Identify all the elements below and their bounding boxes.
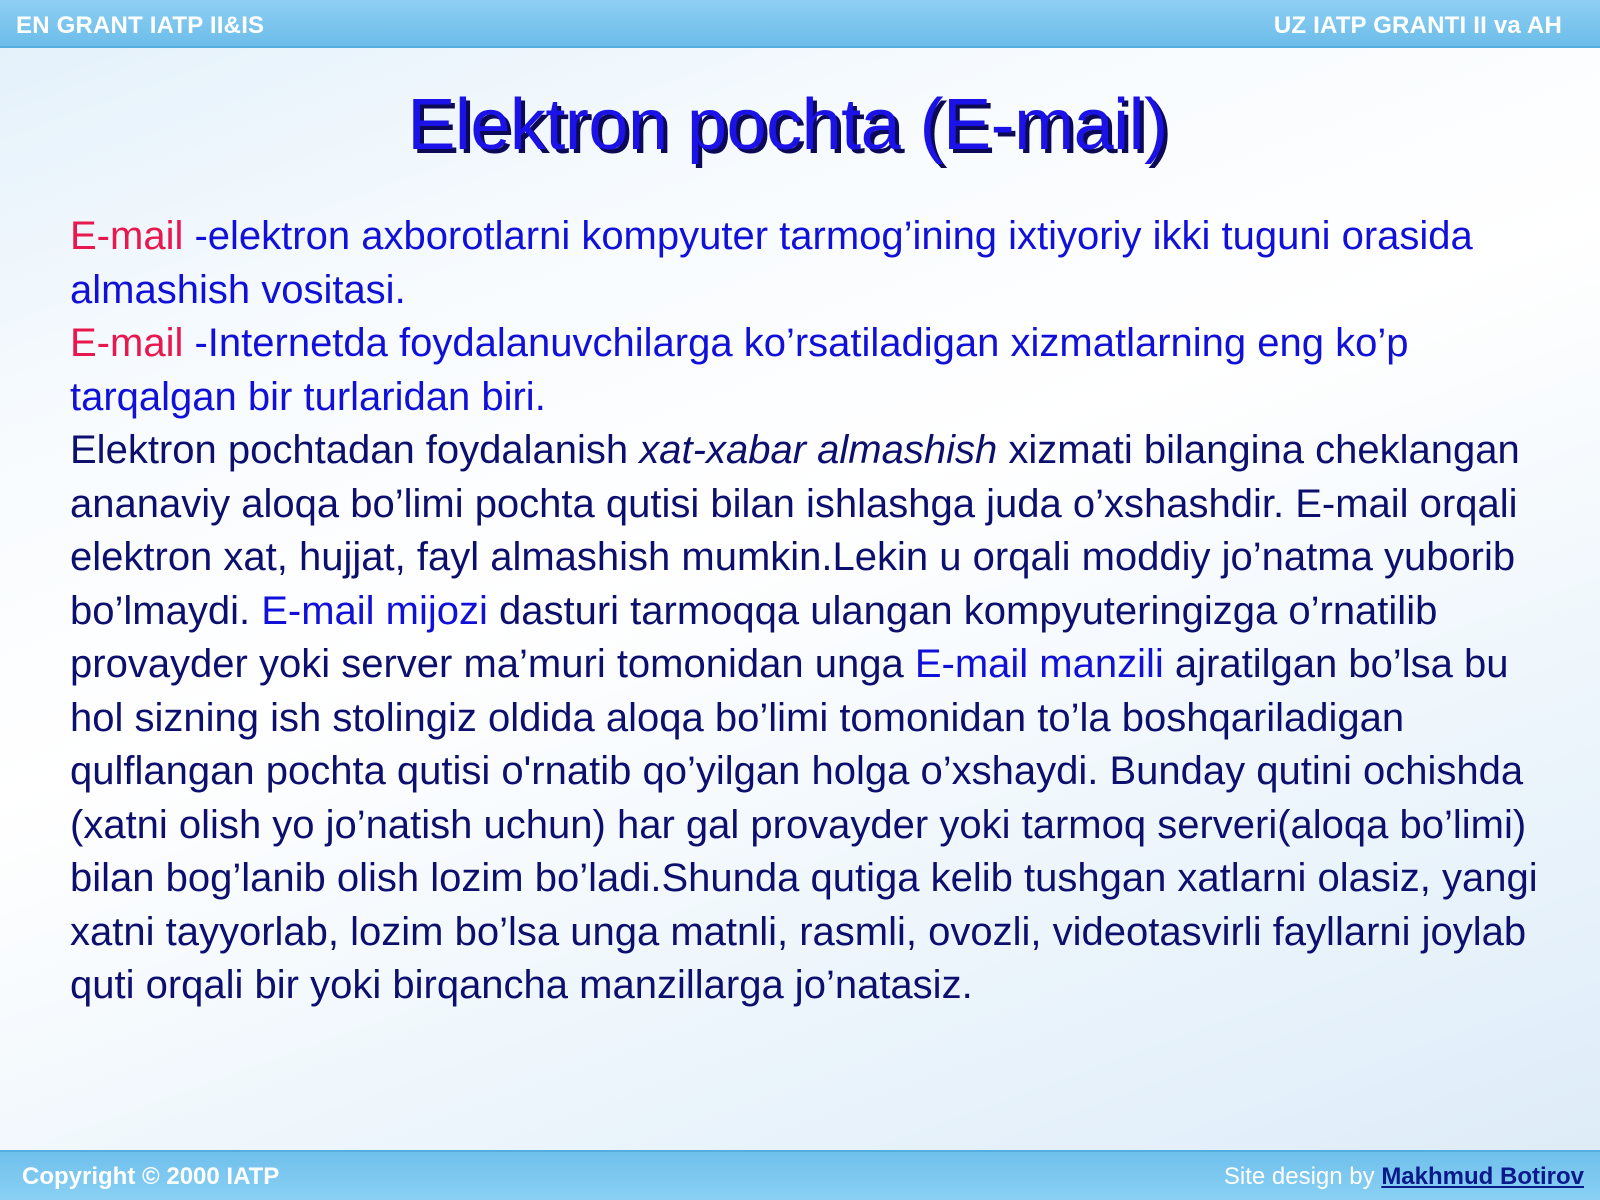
footer-bar <box>0 1150 1600 1200</box>
site-design-credit <box>1224 1163 1584 1191</box>
email-term: E-mail <box>70 214 184 258</box>
body-text: ajratilgan bo’lsa bu hol sizning ish stolingiz oldida aloqa bo’limi tomonidan to’la boshqariladigan qulflangan pochta qutisi o'rnatib qo’yilgan holga o’xshaydi. Bunday qutini ochishda (xatni olish yo jo’natish uchun) har gal provayder yoki tarmoq serveri(aloqa bo’limi) bilan bog’lanib olish lozim bo’ladi.Shunda qutiga kelib tushgan xatlarni olasiz, yangi xatni tayyorlab, lozim bo’lsa unga matnli, rasmli, ovozli, videotasvirli fayllarni joylab quti orqali bir yoki birqancha manzillarga jo’natasiz. <box>70 642 1538 1007</box>
definition-paragraph-2 <box>70 317 1540 424</box>
body-text: dasturi tarmoqqa ulangan kompyuteringizga o’rnatilib provayder yoki server ma’muri tomonidan unga <box>70 588 1438 686</box>
copyright-text: Copyright © 2000 IATP <box>22 1163 280 1190</box>
header-bar <box>0 0 1600 48</box>
design-prefix: Site design by <box>1223 1163 1382 1190</box>
body-text: xizmati bilangina cheklangan ananaviy aloqa bo’limi pochta qutisi bilan ishlashga juda o’xshashdir. E-mail orqali elektron xat, hujjat, fayl almashish mumkin.Lekin u orqali moddiy jo’natma yuborib bo’lmaydi. <box>70 428 1520 633</box>
highlight-email-address: E-mail manzili <box>914 642 1164 686</box>
definition-paragraph-1 <box>70 210 1540 317</box>
body-text: Elektron pochtadan foydalanish <box>70 428 640 472</box>
slide-title: Elektron pochta (E-mail) <box>407 85 1168 165</box>
author-link[interactable]: Makhmud Botirov <box>1381 1163 1584 1190</box>
email-term: E-mail <box>70 321 184 365</box>
highlight-email-client: E-mail mijozi <box>261 588 488 633</box>
description-paragraph <box>70 424 1540 1013</box>
definition-text: -elektron axborotlarni kompyuter tarmog’ining ixtiyoriy ikki tuguni orasida almashish vositasi. <box>70 214 1473 312</box>
header-left-label: EN GRANT IATP II&IS <box>16 12 265 39</box>
header-right-label: UZ IATP GRANTI II va AH <box>1273 12 1562 39</box>
definition-text: -Internetda foydalanuvchilarga ko’rsatiladigan xizmatlarning eng ko’p tarqalgan bir turlaridan biri. <box>70 321 1409 419</box>
slide-body <box>70 210 1540 1013</box>
italic-phrase: xat-xabar almashish <box>639 428 998 472</box>
